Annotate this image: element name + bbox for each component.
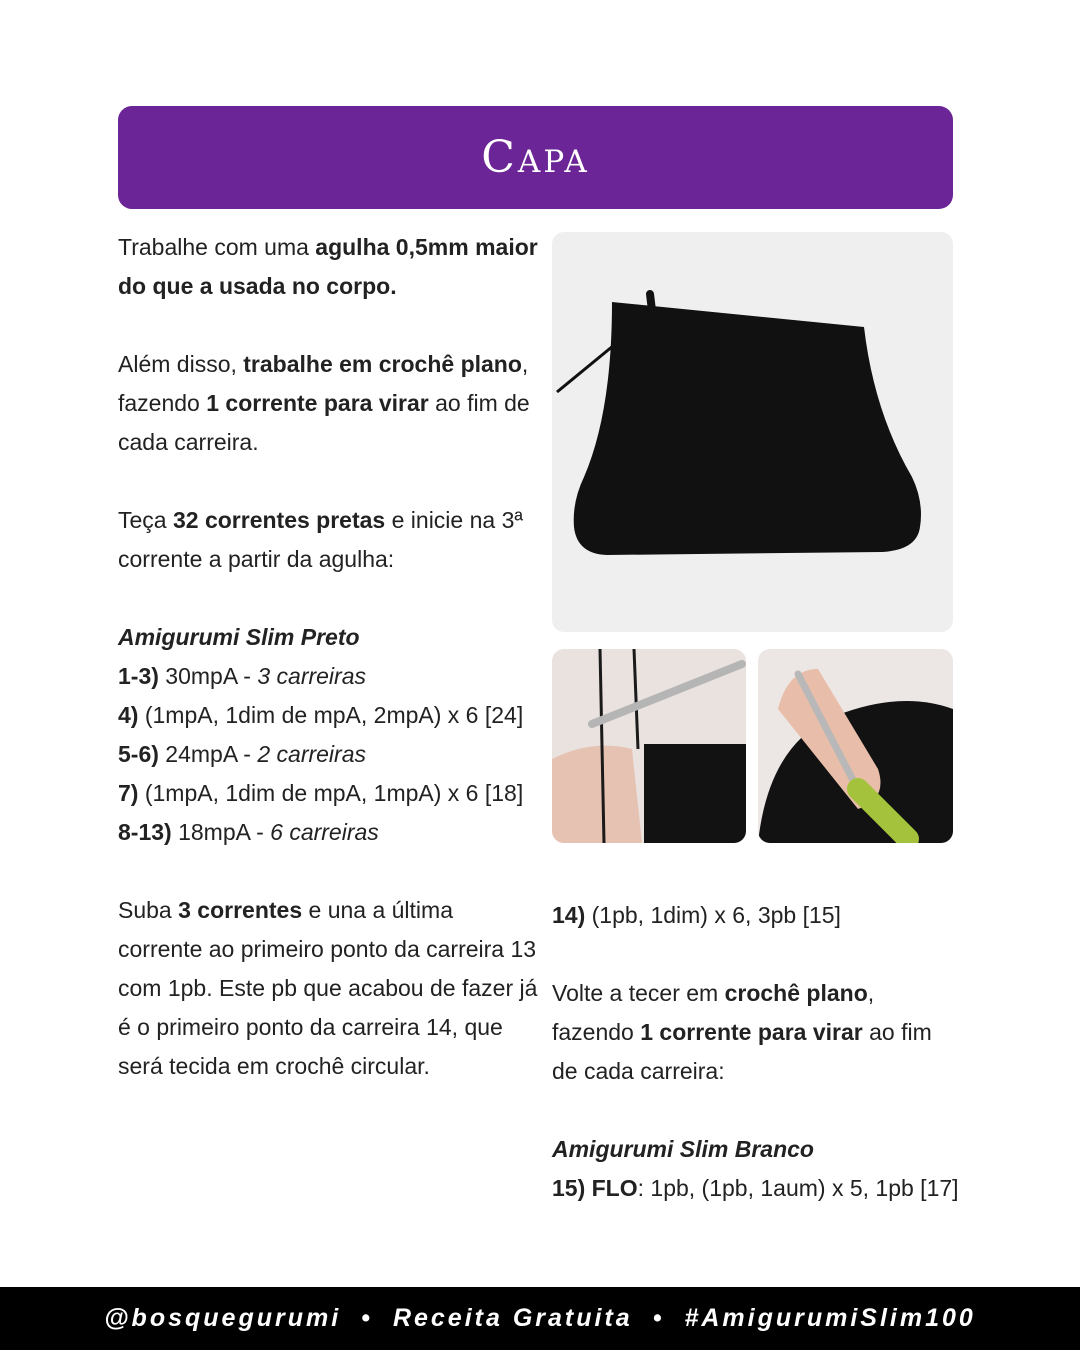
text-run: 1 corrente para virar (640, 1019, 863, 1045)
section-heading-preto: Amigurumi Slim Preto (118, 624, 360, 650)
text-run: , fazendo (552, 980, 875, 1045)
text-run: 3 correntes (178, 897, 303, 923)
footer-handle: @bosquegurumi (104, 1304, 342, 1332)
text-run: Suba (118, 897, 179, 923)
text-run: 24mpA - (158, 741, 258, 767)
text-run: : 1pb, (1pb, 1aum) x 5, 1pb [17] (637, 1175, 959, 1201)
text-run: 7) (118, 780, 139, 806)
pattern-row (118, 813, 538, 852)
flat-again-paragraph (552, 974, 932, 1091)
intro-paragraph (118, 228, 538, 306)
page-title: Capa (481, 132, 590, 183)
cape-photo-image (552, 232, 953, 632)
title-banner (118, 106, 953, 209)
flat-crochet-paragraph (118, 345, 538, 462)
text-run: , fazendo (118, 351, 529, 416)
text-run: 5-6) (118, 741, 159, 767)
text-run: 18mpA - (171, 819, 271, 845)
text-run: Teça (118, 507, 173, 533)
row-15 (552, 1169, 1012, 1208)
text-run: ao fim de cada carreira. (118, 390, 530, 455)
chain-start-paragraph (118, 501, 538, 579)
text-run: 32 correntes pretas (172, 507, 386, 533)
text-run: (1mpA, 1dim de mpA, 2mpA) x 6 [24] (138, 702, 524, 728)
footer-separator: • (652, 1304, 665, 1332)
text-run: 1 corrente para virar (206, 390, 429, 416)
pattern-row (118, 774, 538, 813)
text-run: e una a última corrente ao primeiro ponto da carreira 13 com 1pb. Este pb que acabou de fazer já é o primeiro ponto da carreira 14, que será tecida em crochê circular. (118, 897, 538, 1079)
footer-hashtag: #AmigurumiSlim100 (684, 1304, 976, 1332)
text-run: 30mpA - (158, 663, 258, 689)
text-run: 3 carreiras (257, 663, 366, 689)
text-run: agulha 0,5mm maior do que a usada no corpo. (118, 234, 538, 299)
text-run: Trabalhe com uma (118, 234, 316, 260)
hook-photo-left (552, 649, 746, 843)
text-run: 1-3) (118, 663, 159, 689)
join-paragraph (118, 891, 538, 1086)
pattern-row (118, 657, 538, 696)
pattern-rows (118, 657, 538, 852)
cape-photo (552, 232, 953, 632)
pattern-row (118, 696, 538, 735)
text-run: 14) (552, 902, 586, 928)
text-run: Volte a tecer em (552, 980, 725, 1006)
hook-photo-left-image (552, 649, 746, 843)
text-run: (1pb, 1dim) x 6, 3pb [15] (585, 902, 841, 928)
text-run: trabalhe em crochê plano (243, 351, 522, 377)
text-run: ao fim de cada carreira: (552, 1019, 932, 1084)
text-run: crochê plano (724, 980, 868, 1006)
text-run: e inicie na 3ª corrente a partir da agulha: (118, 507, 523, 572)
text-run: (1mpA, 1dim de mpA, 1mpA) x 6 [18] (138, 780, 524, 806)
left-column (118, 228, 538, 1086)
footer-label: Receita Gratuita (392, 1304, 633, 1332)
footer-separator: • (361, 1304, 373, 1332)
text-run: 15) FLO (552, 1175, 638, 1201)
pattern-row (118, 735, 538, 774)
hook-photo-right-image (758, 649, 953, 843)
text-run: 8-13) (118, 819, 172, 845)
text-run: Além disso, (118, 351, 244, 377)
footer-text (104, 1304, 976, 1333)
section-heading-branco: Amigurumi Slim Branco (552, 1136, 814, 1162)
text-run: 6 carreiras (270, 819, 379, 845)
text-run: 2 carreiras (257, 741, 366, 767)
footer-bar (0, 1287, 1080, 1350)
row-14 (552, 896, 1012, 935)
text-run: 4) (118, 702, 139, 728)
hook-photo-right (758, 649, 953, 843)
right-column (552, 896, 1012, 1208)
